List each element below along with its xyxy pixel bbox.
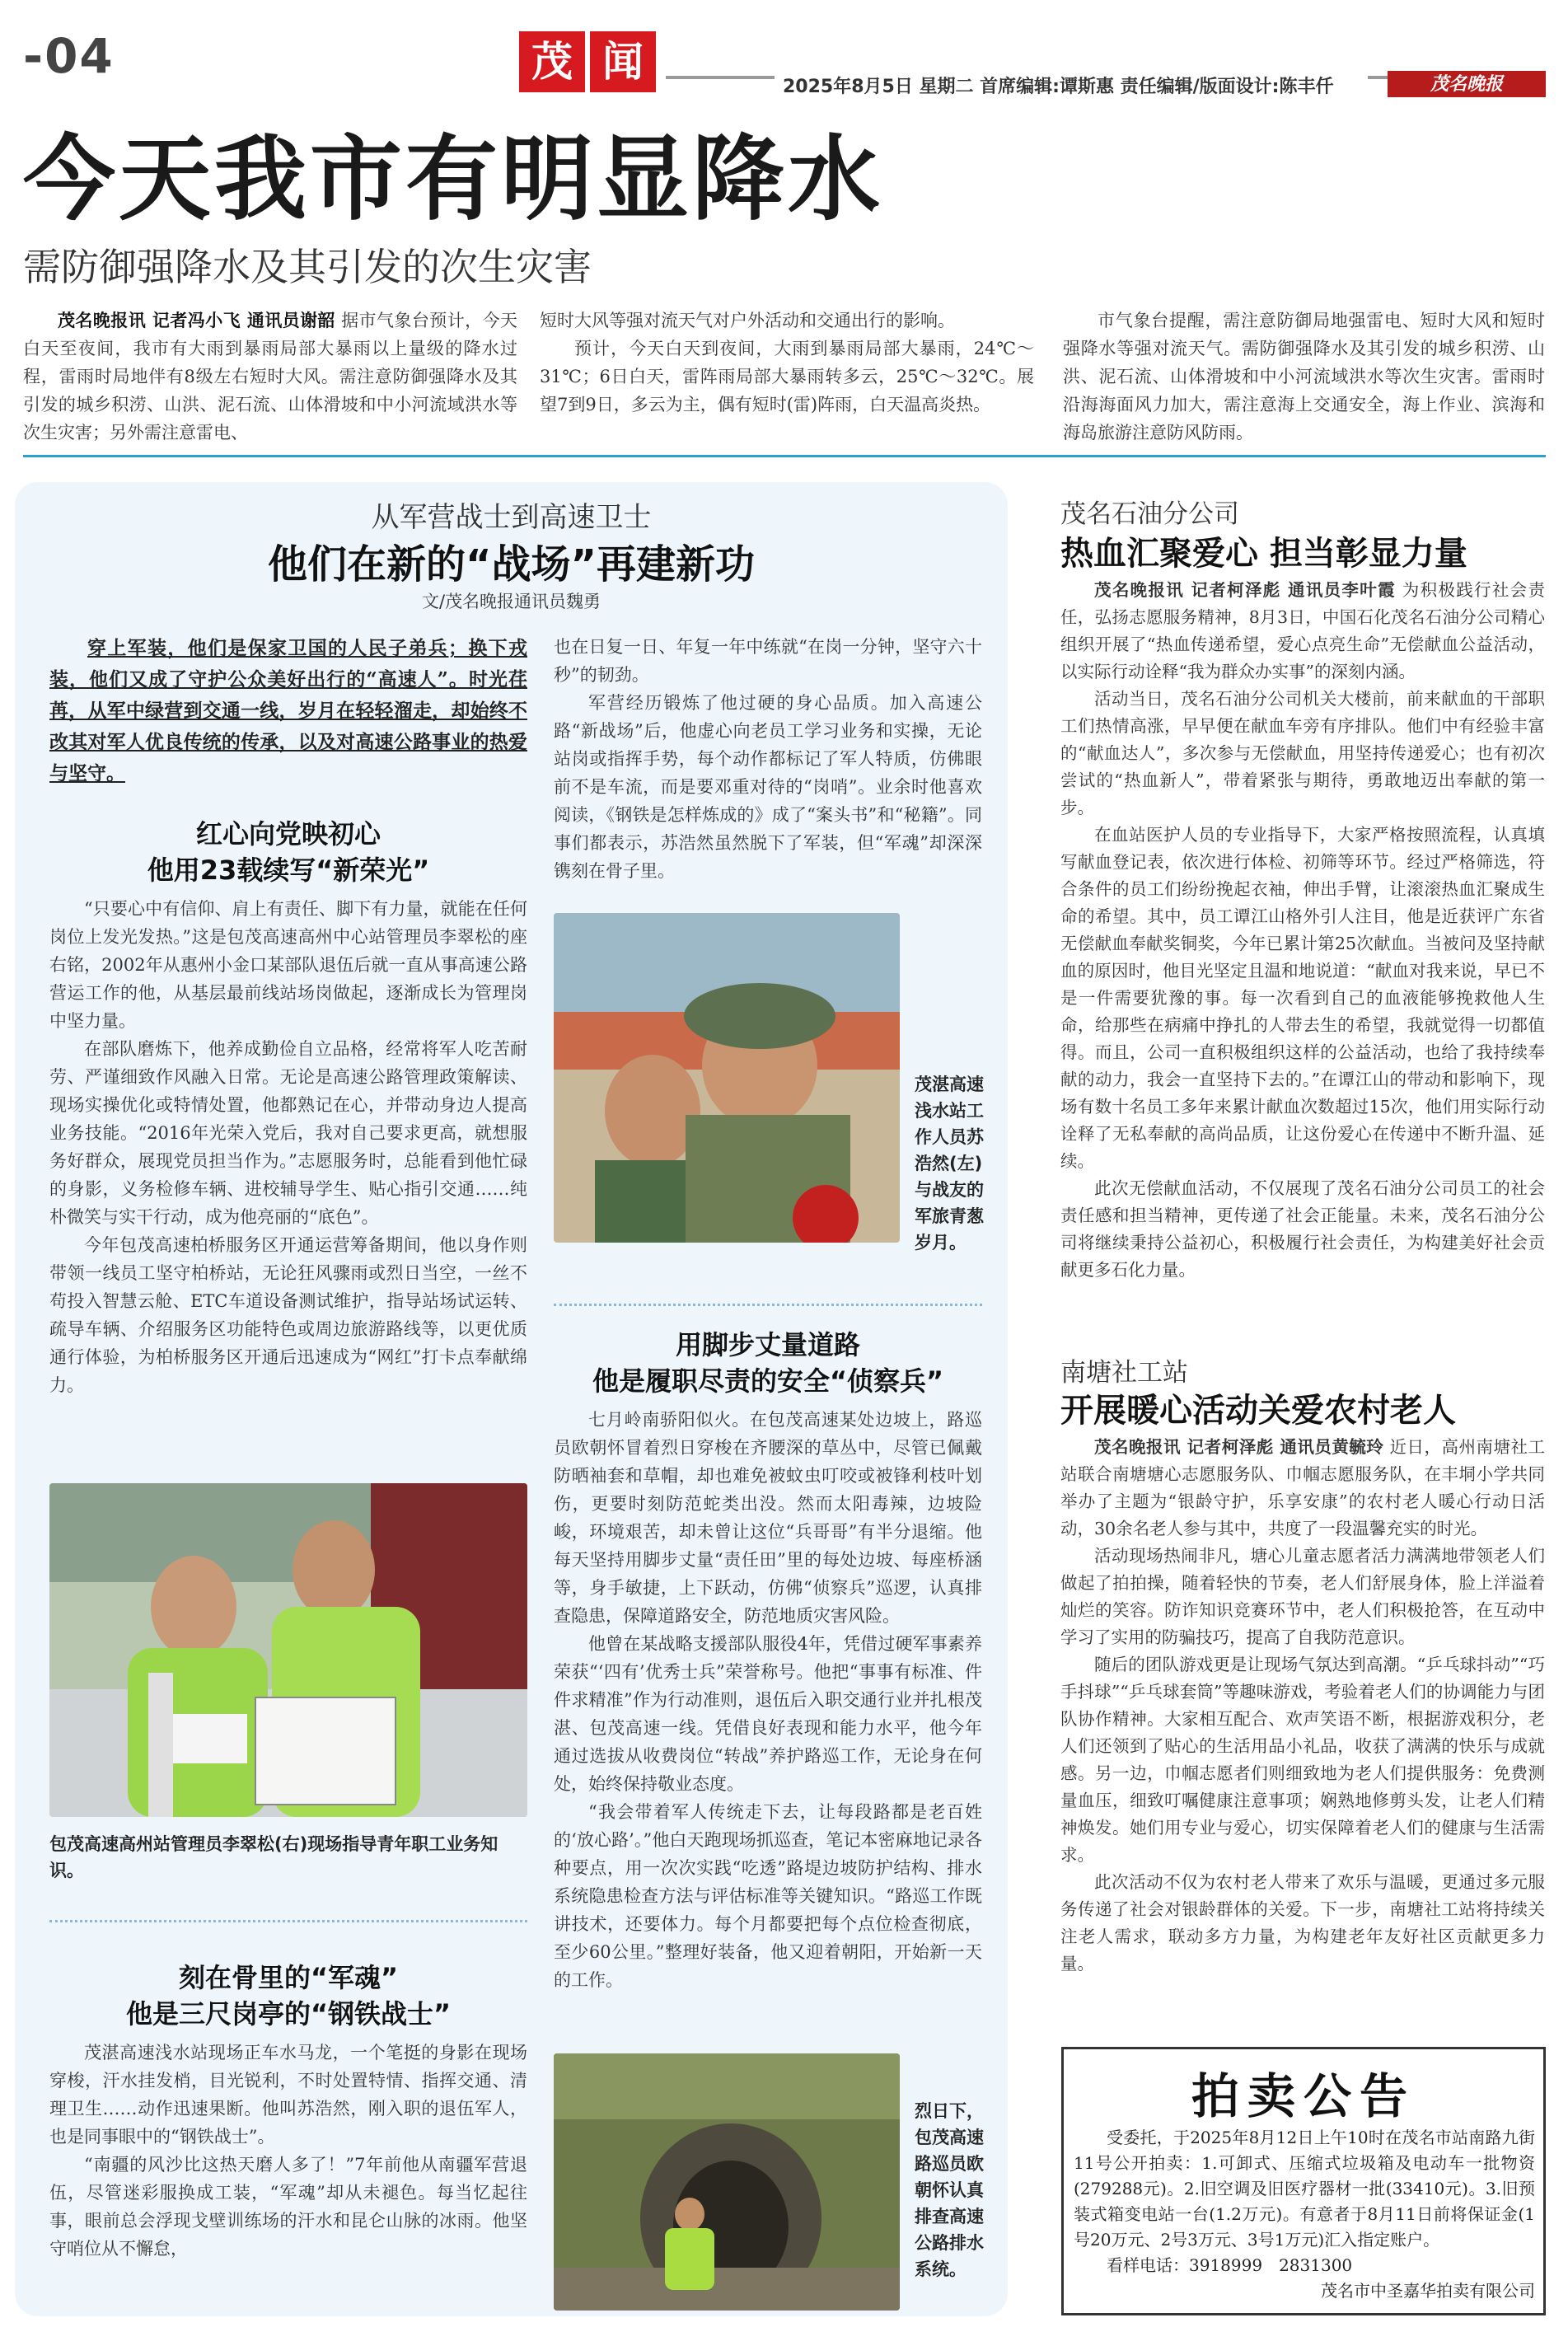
photo-staff-guidance-image xyxy=(49,1483,527,1817)
feature-title: 他们在新的“战场”再建新功 xyxy=(267,541,756,588)
s2-para-2: “南疆的风沙比这热天磨人多了！”7年前他从南疆军营退伍，尽管迷彩服换成工装，“军魂”却从未褪色。每当忆起往事，眼前总会浮现戈壁训练场的汗水和昆仑山脉的冰雨。他坚守哨位从不懈怠， xyxy=(49,2155,527,2259)
divider-s2 xyxy=(554,1304,982,1306)
s2-body xyxy=(49,2039,527,2263)
story2-kicker: 茂名石油分公司 xyxy=(1060,499,1239,529)
lead-byline: 茂名晚报讯 记者冯小飞 通讯员谢韶 xyxy=(58,310,335,330)
section-char-2: 闻 xyxy=(590,31,656,92)
photo3-caption: 烈日下，包茂高速路巡员欧朝怀认真排查高速公路排水系统。 xyxy=(915,2101,984,2279)
s2-para-1: 茂湛高速浅水站现场正车水马龙，一个笔挺的身影在现场穿梭，汗水挂发梢，目光锐利，不时处置特情、指挥交通、清理卫生……动作迅速果断。他叫苏浩然，刚入职的退伍军人，也是同事眼中的“钢铁战士”。 xyxy=(49,2043,527,2147)
photo-drainage-inspection-image xyxy=(554,2053,900,2311)
section-char-1: 茂 xyxy=(519,31,585,92)
story3-para-2: 活动现场热闹非凡，塘心儿童志愿者活力满满地带领老人们做起了拍拍操，随着轻快的节奏，老人们舒展身体，脸上洋溢着灿烂的笑容。防诈知识竞赛环节中，老人们积极抢答，在互动中学习了实用的防骗技巧，提高了自我防范意识。 xyxy=(1060,1546,1545,1647)
notice-body xyxy=(1074,2125,1535,2304)
s2-title xyxy=(49,1959,527,2032)
feature-kicker: 从军营战士到高速卫士 xyxy=(371,501,652,534)
story3-para-3: 随后的团队游戏更是让现场气氛达到高潮。“乒乓球抖动”“巧手抖球”“乒乓球套筒”等趣味游戏，考验着老人们的协调能力与团队协作精神。大家相互配合、欢声笑语不断，根据游戏积分，老人们还领到了贴心的生活用品小礼品，收获了满满的快乐与成就感。另一边，巾帼志愿者们则细致地为老人们提供服务：免费测量血压，细致叮嘱健康注意事项；娴熟地修剪头发，让老人们精神焕发。她们用专业与爱心，切实保障着老人们的健康与生活需求。 xyxy=(1060,1655,1545,1865)
lead-col-1 xyxy=(23,307,517,447)
story2-body xyxy=(1060,577,1545,1284)
feature-byline: 文/茂名晚报通讯员魏勇 xyxy=(421,592,601,611)
story3-kicker: 南塘社工站 xyxy=(1060,1358,1188,1388)
s2-body-cont xyxy=(554,633,982,885)
section-tag xyxy=(519,31,656,92)
notice-text: 受委托，于2025年8月12日上午10时在茂名市站南路九街11号公开拍卖：1.可卸式、压缩式垃圾箱及电动车一批物资(279288元)。2.旧空调及旧医疗器材一批(33410元)。3.旧预装式箱变电站一台(1.2万元)。有意者于8月11日前将保证金(1号20万元、2号3万元、3号1万元)汇入指定账户。 xyxy=(1074,2128,1535,2250)
masthead xyxy=(0,0,1568,107)
s2-cont-para-2: 军营经历锻炼了他过硬的身心品质。加入高速公路“新战场”后，他虚心向老员工学习业务和实操，无论站岗或指挥手势，每个动作都标记了军人特质，仿佛眼前不是车流，而是要邓重对待的“岗哨”。业余时他喜欢阅读，《钢铁是怎样炼成的》成了“案头书”和“秘籍”。同事们都表示，苏浩然虽然脱下了军装，但“军魂”却深深镌刻在骨子里。 xyxy=(554,693,982,881)
s3-title-line-1: 用脚步丈量道路 xyxy=(675,1329,860,1360)
s2-title-line-2: 他是三尺岗亭的“钢铁战士” xyxy=(125,1998,452,2030)
s2-title-line-1: 刻在骨里的“军魂” xyxy=(178,1962,399,1993)
photo-military-memories-image xyxy=(554,913,900,1243)
notice-title: 拍卖公告 xyxy=(1191,2068,1416,2124)
notice-phone: 看样电话：3918999 2831300 xyxy=(1107,2255,1353,2275)
s3-title xyxy=(554,1327,982,1399)
s3-para-1: 七月岭南骄阳似火。在包茂高速某处边坡上，路巡员欧朝怀冒着烈日穿梭在齐腰深的草丛中，尽管已佩戴防晒袖套和草帽，却也难免被蚊虫叮咬或被锋利枝叶划伤，更要时刻防范蛇类出没。然而太阳毒辣，边坡险峻，环境艰苦，却未曾让这位“兵哥哥”有半分退缩。他每天坚持用脚步丈量“责任田”里的每处边坡、每座桥涵等，身手敏捷，上下跃动，仿佛“侦察兵”巡逻，认真排查隐患，保障道路安全，防范地质灾害风险。 xyxy=(554,1410,982,1626)
s1-para-2: 在部队磨炼下，他养成勤俭自立品格，经常将军人吃苦耐劳、严谨细致作风融入日常。无论是高速公路管理政策解读、现场实操优化或特情处置，他都熟记在心，并带动身边人提高业务技能。“2016年光荣入党后，我对自己要求更高，就想服务好群众，展现党员担当作为。”志愿服务时，总能看到他忙碌的身影，义务检修车辆、进校辅导学生、贴心指引交通……纯朴微笑与实干行动，成为他亮丽的“底色”。 xyxy=(49,1039,527,1227)
lead-subhead: 需防御强降水及其引发的次生灾害 xyxy=(23,245,592,289)
s1-title-line-2: 他用23载续写“新荣光” xyxy=(147,854,430,886)
photo-military-memories xyxy=(554,913,900,1243)
s3-title-line-2: 他是履职尽责的安全“侦察兵” xyxy=(592,1365,944,1397)
story2-byline: 茂名晚报讯 记者柯泽彪 通讯员李叶霞 xyxy=(1094,580,1396,600)
lead-col-2 xyxy=(540,307,1034,419)
issue-info: 2025年8月5日 星期二 首席编辑:谭斯惠 责任编辑/版面设计:陈丰仟 xyxy=(775,73,1368,98)
s1-para-3: 今年包茂高速柏桥服务区开通运营筹备期间，他以身作则带领一线员工坚守柏桥站，无论狂风骤雨或烈日当空，一丝不苟投入智慧云舱、ETC车道设备测试维护，指导站场试运转、疏导车辆、介绍服务区功能特色或周边旅游路线等，以更优质通行体验，为柏桥服务区开通后迅速成为“网红”打卡点奉献绵力。 xyxy=(49,1235,527,1395)
story3-para-4: 此次活动不仅为农村老人带来了欢乐与温暖，更通过多元服务传递了社会对银龄群体的关爱。下一步，南塘社工站将持续关注老人需求，联动多方力量，为构建老年友好社区贡献更多力量。 xyxy=(1060,1872,1545,1974)
photo2-caption: 茂湛高速浅水站工作人员苏浩然(左)与战友的军旅青葱岁月。 xyxy=(915,1075,984,1252)
story2-title: 热血汇聚爱心 担当彰显力量 xyxy=(1060,535,1467,573)
page-number: -04 xyxy=(23,28,115,84)
section-divider xyxy=(23,455,1546,457)
s1-body xyxy=(49,895,527,1399)
notice-org: 茂名市中圣嘉华拍卖有限公司 xyxy=(1321,2281,1535,2301)
s1-title-line-1: 红心向党映初心 xyxy=(195,818,381,850)
lead-col-3: 市气象台提醒，需注意防御局地强雷电、短时大风和短时强降水等强对流天气。需防御强降水及其引发的城乡积涝、山洪、泥石流、山体滑坡和中小河流域洪水等次生灾害。雷雨时沿海海面风力加大，需注意海上交通安全，海上作业、滨海和海岛旅游注意防风防雨。 xyxy=(1063,311,1545,442)
story2-para-1: 为积极践行社会责任，弘扬志愿服务精神，8月3日，中国石化茂名石油分公司精心组织开展了“热血传递希望，爱心点亮生命”无偿献血公益活动，以实际行动诠释“我为群众办实事”的深刻内涵。 xyxy=(1060,580,1546,681)
feature-intro xyxy=(49,633,527,789)
story3-byline: 茂名晚报讯 记者柯泽彪 通讯员黄毓玲 xyxy=(1094,1437,1384,1457)
photo1-caption: 包茂高速高州站管理员李翠松(右)现场指导青年职工业务知识。 xyxy=(49,1834,498,1880)
paper-logo: 茂名晚报 xyxy=(1388,71,1546,97)
s3-para-3: “我会带着军人传统走下去，让每段路都是老百姓的‘放心路’。”他白天跑现场抓巡查，笔记本密麻地记录各种要点，用一次次实践“吃透”路堤边坡防护结构、排水系统隐患检查方法与评估标准等关键知识。“路巡工作既讲技术，还要体力。每个月都要把每个点位检查彻底，至少60公里。”整理好装备，他又迎着朝阳，开始新一天的工作。 xyxy=(554,1802,982,1990)
photo-staff-guidance xyxy=(49,1483,527,1817)
s1-title xyxy=(49,816,527,888)
s1-para-1: “只要心中有信仰、肩上有责任、脚下有力量，就能在任何岗位上发光发热。”这是包茂高速高州中心站管理员李翠松的座右铭，2002年从惠州小金口某部队退伍后就一直从事高速公路营运工作的他，从基层最前线站场岗做起，逐渐成长为管理岗中坚力量。 xyxy=(49,899,527,1031)
s3-para-2: 他曾在某战略支援部队服役4年，凭借过硬军事素养荣获“‘四有’优秀士兵”荣誉称号。他把“事事有标准、件件求精准”作为行动准则，退伍后入职交通行业并扎根茂湛、包茂高速一线。凭借良好表现和能力水平，他今年通过选拔从收费岗位“转战”养护路巡工作，无论身在何处，始终保持敬业态度。 xyxy=(554,1634,982,1794)
lead-col-2-b: 预计，今天白天到夜间，大雨到暴雨局部大暴雨，24℃～31℃；6日白天，雷阵雨局部大暴雨转多云，25℃～32℃。展望7到9日，多云为主，偶有短时(雷)阵雨，白天温高炎热。 xyxy=(540,339,1034,414)
lead-headline: 今天我市有明显降水 xyxy=(23,126,883,233)
auction-notice xyxy=(1061,2047,1546,2315)
s3-body xyxy=(554,1406,982,1994)
feature-intro-text: 穿上军装，他们是保家卫国的人民子弟兵；换下戎装，他们又成了守护公众美好出行的“高速人”。时光荏苒，从军中绿营到交通一线，岁月在轻轻溜走，却始终不改其对军人优良传统的传承，以及对高速公路事业的热爱与坚守。 xyxy=(49,637,527,784)
lead-col-1-text: 据市气象台预计，今天白天至夜间，我市有大雨到暴雨局部大暴雨以上量级的降水过程，雷雨时局地伴有8级左右短时大风。需注意防御强降水及其引发的城乡积涝、山洪、泥石流、山体滑坡和中小河流域洪水等次生灾害；另外需注意雷电、 xyxy=(23,311,517,442)
lead-col-2-a: 短时大风等强对流天气对户外活动和交通出行的影响。 xyxy=(540,311,955,330)
story3-para-1: 近日，高州南塘社工站联合南塘塘心志愿服务队、巾帼志愿服务队，在丰垌小学共同举办了主题为“银龄守护，乐享安康”的农村老人暖心行动日活动，30余名老人参与其中，共度了一段温馨充实的时光。 xyxy=(1060,1437,1545,1538)
divider-s1 xyxy=(49,1920,527,1922)
s2-cont-para-1: 也在日复一日、年复一年中练就“在岗一分钟，坚守六十秒”的韧劲。 xyxy=(554,637,982,685)
story2-para-4: 此次无偿献血活动，不仅展现了茂名石油分公司员工的社会责任感和担当精神，更传递了社会正能量。未来，茂名石油分公司将继续秉持公益初心，积极履行社会责任，为构建美好社会贡献更多石化力量。 xyxy=(1060,1178,1545,1280)
story2-para-2: 活动当日，茂名石油分公司机关大楼前，前来献血的干部职工们热情高涨，早早便在献血车旁有序排队。他们中有经验丰富的“献血达人”，多次参与无偿献血，用坚持传递爱心；也有初次尝试的“热血新人”，带着紧张与期待，勇敢地迈出奉献的第一步。 xyxy=(1060,689,1545,817)
story3-title: 开展暖心活动关爱农村老人 xyxy=(1060,1392,1456,1430)
photo-drainage-inspection xyxy=(554,2053,900,2311)
story2-para-3: 在血站医护人员的专业指导下，大家严格按照流程，认真填写献血登记表，依次进行体检、初筛等环节。经过严格筛选，符合条件的员工们纷纷挽起衣袖，伸出手臂，让滚滚热血汇聚成生命的希望。其中，员工谭江山格外引人注目，他是近获评广东省无偿献血奉献奖铜奖，今年已累计第25次献血。当被问及坚持献血的原因时，他目光坚定且温和地说道：“献血对我来说，早已不是一件需要犹豫的事。每一次看到自己的血液能够挽救他人生命，给那些在病痛中挣扎的人带去生的希望，我就觉得一切都值得。而且，公司一直积极组织这样的公益活动，也给了我持续奉献的动力，我会一直坚持下去的。”在谭江山的带动和影响下，现场有数十名员工多年来累计献血次数超过15次，他们用实际行动诠释了无私奉献的高尚品质，让这份爱心在传递中不断升温、延续。 xyxy=(1060,825,1545,1171)
story3-body xyxy=(1060,1434,1545,1978)
